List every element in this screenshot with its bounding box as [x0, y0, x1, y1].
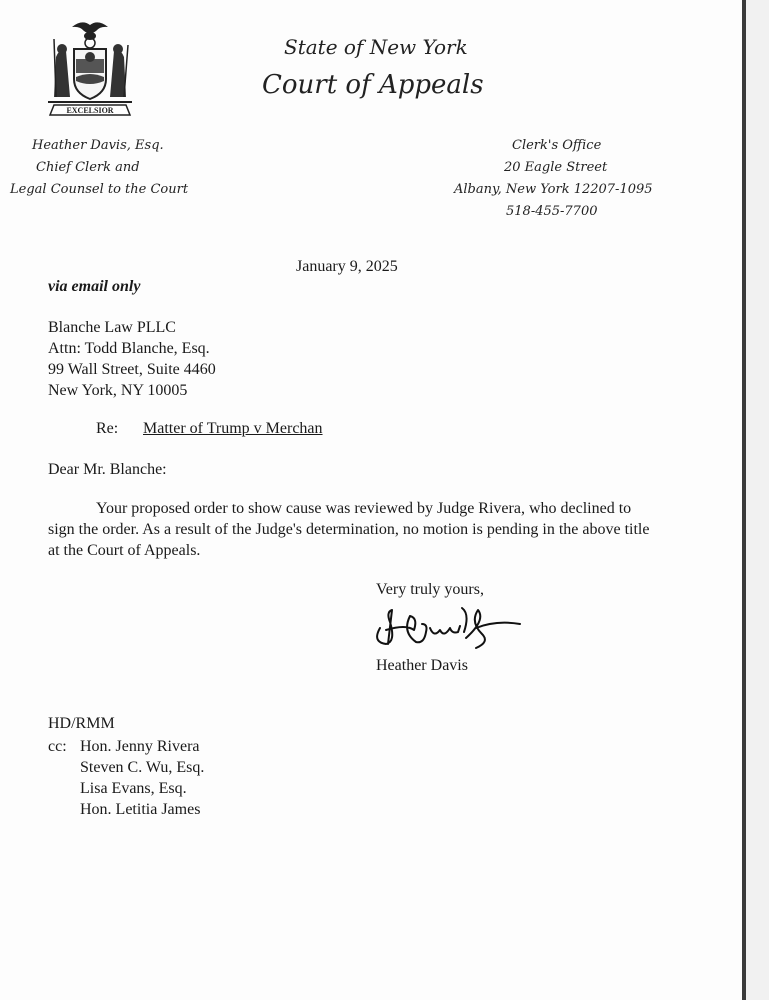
sender-role: Legal Counsel to the Court [10, 182, 189, 197]
recipient-line: Attn: Todd Blanche, Esq. [48, 340, 210, 357]
office-city: Albany, New York 12207-1095 [454, 182, 653, 197]
closing: Very truly yours, [376, 581, 484, 598]
letterhead-state: State of New York [284, 35, 468, 59]
body-paragraph [48, 498, 658, 561]
cc-label: cc: [48, 738, 67, 755]
letter-date: January 9, 2025 [296, 258, 398, 275]
cc-recipient: Steven C. Wu, Esq. [80, 759, 205, 776]
sender-name: Heather Davis, Esq. [32, 138, 164, 153]
recipient-line: New York, NY 10005 [48, 382, 188, 399]
office-name: Clerk's Office [512, 138, 602, 153]
recipient-line: Blanche Law PLLC [48, 319, 176, 336]
svg-text:EXCELSIOR: EXCELSIOR [66, 106, 114, 115]
cc-recipient: Hon. Letitia James [80, 801, 201, 818]
signature [366, 598, 526, 656]
cc-recipient: Hon. Jenny Rivera [80, 738, 200, 755]
recipient-address [48, 317, 216, 401]
recipient-line: 99 Wall Street, Suite 4460 [48, 361, 216, 378]
reference-initials: HD/RMM [48, 715, 115, 732]
signer-name: Heather Davis [376, 657, 468, 674]
re-subject: Matter of Trump v Merchan [143, 420, 323, 437]
letterhead-court: Court of Appeals [262, 70, 484, 100]
sender-block [10, 135, 188, 201]
re-label: Re: [96, 420, 119, 437]
office-street: 20 Eagle Street [504, 160, 608, 175]
office-phone: 518-455-7700 [506, 204, 598, 219]
body-text: Your proposed order to show cause was reviewed by Judge Rivera, who declined to sign the order. As a result of the Judge's determination, no motion is pending in the above title at the Court of Appeals. [48, 500, 650, 559]
salutation: Dear Mr. Blanche: [48, 461, 167, 478]
delivery-method: via email only [48, 278, 141, 295]
sender-title: Chief Clerk and [36, 160, 140, 175]
cc-list [48, 736, 204, 820]
cc-recipient: Lisa Evans, Esq. [80, 780, 187, 797]
state-seal-icon [40, 17, 140, 119]
office-block [454, 135, 653, 223]
page-edge-margin [746, 0, 769, 1000]
